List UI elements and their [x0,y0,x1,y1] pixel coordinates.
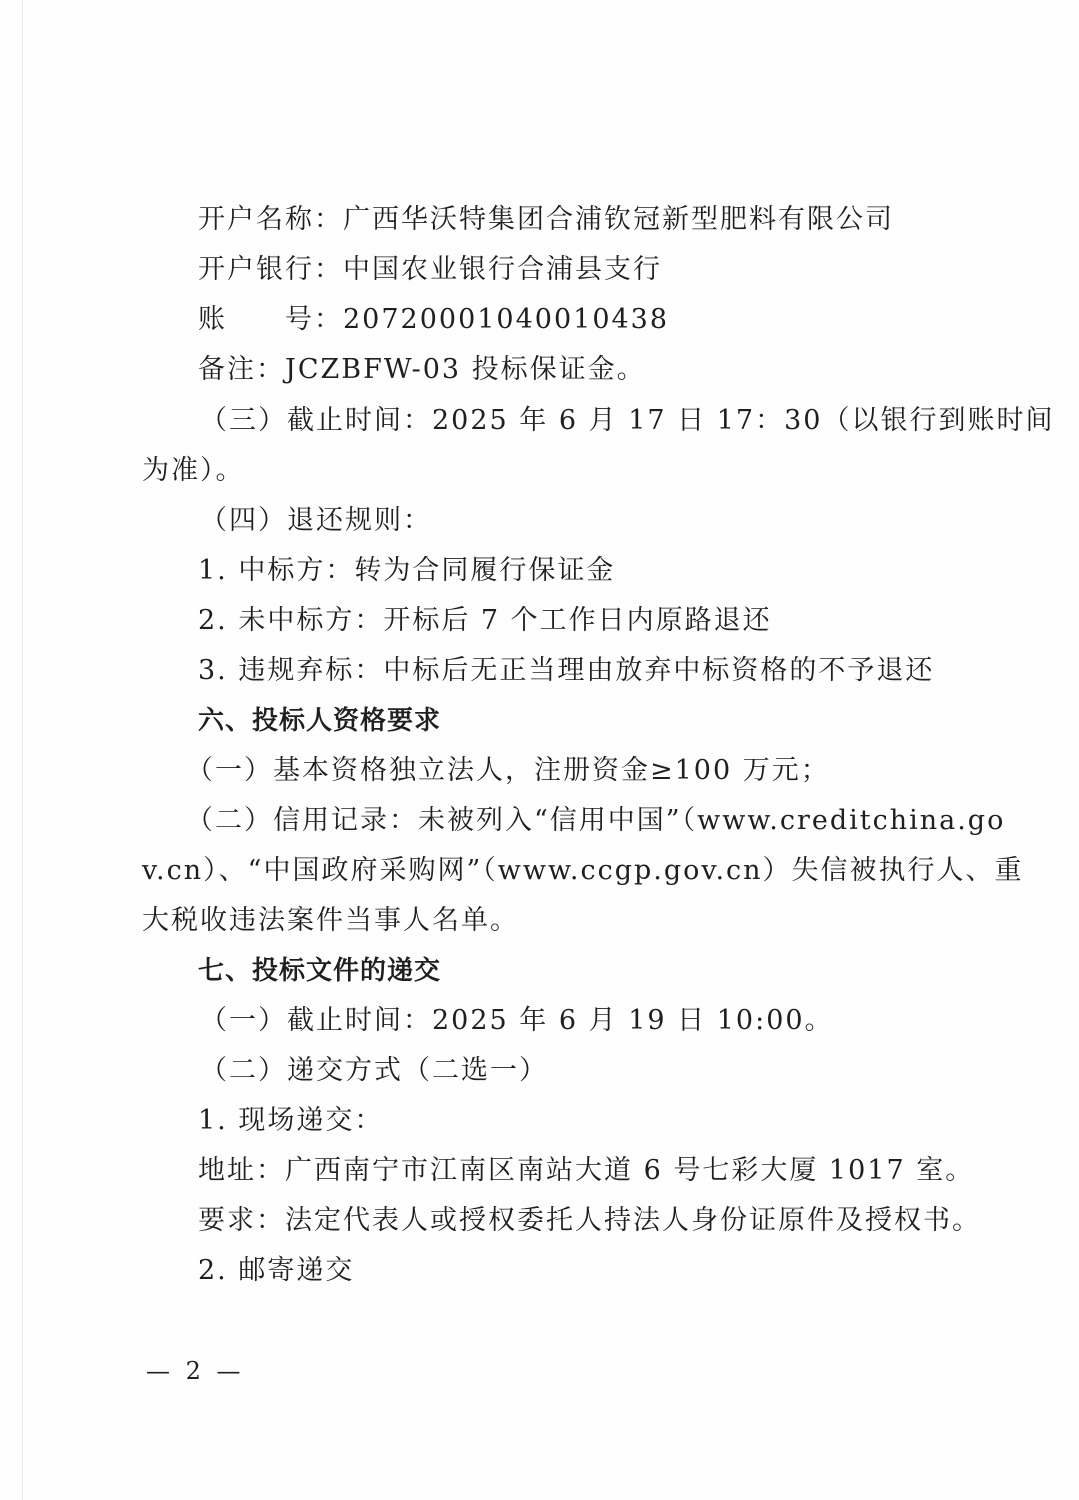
submission-method-line: （二）递交方式（二选一） [200,1055,548,1086]
bank-name-line: 开户银行：中国农业银行合浦县支行 [198,254,662,285]
refund-rules-heading: （四）退还规则： [200,505,432,536]
qualification-basic-line: （一）基本资格独立法人，注册资金≥100 万元； [186,755,830,786]
remark-line: 备注：JCZBFW-03 投标保证金。 [198,354,646,385]
section-7-heading: 七、投标文件的递交 [198,956,442,986]
requirement-line: 要求：法定代表人或授权委托人持法人身份证原件及授权书。 [198,1205,981,1236]
qualification-credit-line-end: 大税收违法案件当事人名单。 [142,905,519,936]
submission-deadline-line: （一）截止时间：2025 年 6 月 19 日 10:00。 [200,1005,834,1036]
address-line: 地址：广西南宁市江南区南站大道 6 号七彩大厦 1017 室。 [198,1155,975,1186]
mail-submission-line: 2. 邮寄递交 [198,1255,355,1286]
section-6-heading: 六、投标人资格要求 [198,706,442,736]
account-number-line: 账 号：20720001040010438 [198,304,670,335]
deposit-deadline-line: （三）截止时间：2025 年 6 月 17 日 17：30（以银行到账时间 [200,405,1055,436]
refund-rule-2: 2. 未中标方：开标后 7 个工作日内原路退还 [198,605,772,636]
qualification-credit-line: （二）信用记录：未被列入“信用中国”（www.creditchina.go [186,805,1006,836]
refund-rule-1: 1. 中标方：转为合同履行保证金 [198,555,616,586]
page-number: — 2 — [146,1357,245,1385]
refund-rule-3: 3. 违规弃标：中标后无正当理由放弃中标资格的不予退还 [198,655,935,686]
scan-edge [22,0,23,1500]
account-name-line: 开户名称：广西华沃特集团合浦钦冠新型肥料有限公司 [198,204,894,235]
onsite-submission-line: 1. 现场递交： [198,1105,384,1136]
deposit-deadline-line-cont: 为准）。 [142,455,245,486]
qualification-credit-line-cont: v.cn）、“中国政府采购网”（www.ccgp.gov.cn）失信被执行人、重 [142,855,1024,886]
